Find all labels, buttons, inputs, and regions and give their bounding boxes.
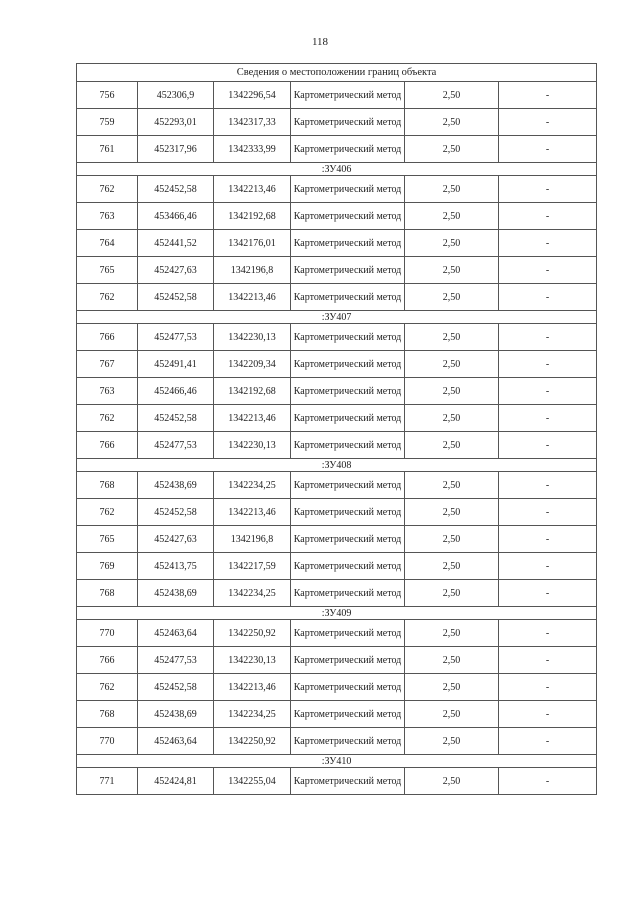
accuracy-cell: 2,50	[405, 324, 499, 351]
accuracy-cell: 2,50	[405, 728, 499, 755]
table-row	[77, 620, 597, 647]
note-cell: -	[499, 768, 597, 795]
coord-y-cell: 1342317,33	[214, 109, 291, 136]
coord-y-cell: 1342333,99	[214, 136, 291, 163]
accuracy-cell: 2,50	[405, 257, 499, 284]
note-cell: -	[499, 284, 597, 311]
point-number-cell: 762	[77, 674, 138, 701]
coord-x-cell: 452452,58	[138, 405, 214, 432]
point-number-cell: 763	[77, 203, 138, 230]
note-cell: -	[499, 674, 597, 701]
accuracy-cell: 2,50	[405, 472, 499, 499]
group-header-row	[77, 459, 597, 472]
table-row	[77, 136, 597, 163]
coord-x-cell: 452477,53	[138, 324, 214, 351]
accuracy-cell: 2,50	[405, 620, 499, 647]
point-number-cell: 759	[77, 109, 138, 136]
accuracy-cell: 2,50	[405, 553, 499, 580]
table-title: Сведения о местоположении границ объекта	[77, 64, 597, 82]
accuracy-cell: 2,50	[405, 230, 499, 257]
point-number-cell: 762	[77, 499, 138, 526]
accuracy-cell: 2,50	[405, 701, 499, 728]
method-cell: Картометрический метод	[291, 701, 405, 728]
coord-x-cell: 452424,81	[138, 768, 214, 795]
coord-y-cell: 1342230,13	[214, 647, 291, 674]
table-row	[77, 728, 597, 755]
coord-y-cell: 1342234,25	[214, 580, 291, 607]
table-row	[77, 674, 597, 701]
method-cell: Картометрический метод	[291, 378, 405, 405]
point-number-cell: 762	[77, 405, 138, 432]
group-label: :ЗУ406	[77, 163, 597, 176]
coord-x-cell: 452306,9	[138, 82, 214, 109]
method-cell: Картометрический метод	[291, 620, 405, 647]
accuracy-cell: 2,50	[405, 136, 499, 163]
method-cell: Картометрический метод	[291, 647, 405, 674]
point-number-cell: 768	[77, 701, 138, 728]
coord-y-cell: 1342213,46	[214, 284, 291, 311]
coord-x-cell: 452477,53	[138, 432, 214, 459]
table-row	[77, 82, 597, 109]
coord-x-cell: 452463,64	[138, 728, 214, 755]
accuracy-cell: 2,50	[405, 768, 499, 795]
method-cell: Картометрический метод	[291, 109, 405, 136]
coord-y-cell: 1342296,54	[214, 82, 291, 109]
coord-y-cell: 1342213,46	[214, 674, 291, 701]
method-cell: Картометрический метод	[291, 136, 405, 163]
coord-x-cell: 452427,63	[138, 526, 214, 553]
point-number-cell: 771	[77, 768, 138, 795]
accuracy-cell: 2,50	[405, 378, 499, 405]
method-cell: Картометрический метод	[291, 230, 405, 257]
note-cell: -	[499, 620, 597, 647]
note-cell: -	[499, 580, 597, 607]
coord-y-cell: 1342255,04	[214, 768, 291, 795]
coord-x-cell: 452477,53	[138, 647, 214, 674]
point-number-cell: 769	[77, 553, 138, 580]
table-row	[77, 432, 597, 459]
method-cell: Картометрический метод	[291, 499, 405, 526]
table-row	[77, 768, 597, 795]
note-cell: -	[499, 728, 597, 755]
point-number-cell: 766	[77, 432, 138, 459]
coord-x-cell: 452317,96	[138, 136, 214, 163]
table-row	[77, 553, 597, 580]
accuracy-cell: 2,50	[405, 580, 499, 607]
point-number-cell: 767	[77, 351, 138, 378]
method-cell: Картометрический метод	[291, 405, 405, 432]
point-number-cell: 770	[77, 620, 138, 647]
method-cell: Картометрический метод	[291, 728, 405, 755]
coord-y-cell: 1342213,46	[214, 176, 291, 203]
accuracy-cell: 2,50	[405, 203, 499, 230]
method-cell: Картометрический метод	[291, 324, 405, 351]
table-row	[77, 176, 597, 203]
note-cell: -	[499, 499, 597, 526]
point-number-cell: 756	[77, 82, 138, 109]
coord-x-cell: 452427,63	[138, 257, 214, 284]
coord-y-cell: 1342234,25	[214, 472, 291, 499]
method-cell: Картометрический метод	[291, 257, 405, 284]
accuracy-cell: 2,50	[405, 405, 499, 432]
table-row	[77, 405, 597, 432]
group-header-row	[77, 311, 597, 324]
note-cell: -	[499, 432, 597, 459]
coord-y-cell: 1342250,92	[214, 620, 291, 647]
coord-y-cell: 1342192,68	[214, 203, 291, 230]
group-header-row	[77, 755, 597, 768]
note-cell: -	[499, 82, 597, 109]
accuracy-cell: 2,50	[405, 176, 499, 203]
method-cell: Картометрический метод	[291, 176, 405, 203]
method-cell: Картометрический метод	[291, 284, 405, 311]
coord-y-cell: 1342217,59	[214, 553, 291, 580]
coord-x-cell: 452463,64	[138, 620, 214, 647]
method-cell: Картометрический метод	[291, 203, 405, 230]
coord-x-cell: 452293,01	[138, 109, 214, 136]
accuracy-cell: 2,50	[405, 674, 499, 701]
point-number-cell: 770	[77, 728, 138, 755]
method-cell: Картометрический метод	[291, 472, 405, 499]
table-row	[77, 203, 597, 230]
accuracy-cell: 2,50	[405, 351, 499, 378]
point-number-cell: 765	[77, 257, 138, 284]
table-row	[77, 324, 597, 351]
group-header-row	[77, 163, 597, 176]
coord-x-cell: 452491,41	[138, 351, 214, 378]
coord-y-cell: 1342250,92	[214, 728, 291, 755]
note-cell: -	[499, 109, 597, 136]
point-number-cell: 766	[77, 647, 138, 674]
note-cell: -	[499, 176, 597, 203]
group-label: :ЗУ407	[77, 311, 597, 324]
coord-y-cell: 1342196,8	[214, 257, 291, 284]
note-cell: -	[499, 324, 597, 351]
table-row	[77, 499, 597, 526]
coord-x-cell: 452452,58	[138, 674, 214, 701]
table-row	[77, 351, 597, 378]
point-number-cell: 766	[77, 324, 138, 351]
note-cell: -	[499, 405, 597, 432]
table-row	[77, 647, 597, 674]
note-cell: -	[499, 230, 597, 257]
accuracy-cell: 2,50	[405, 526, 499, 553]
coord-x-cell: 452452,58	[138, 284, 214, 311]
coord-y-cell: 1342209,34	[214, 351, 291, 378]
accuracy-cell: 2,50	[405, 284, 499, 311]
note-cell: -	[499, 203, 597, 230]
method-cell: Картометрический метод	[291, 82, 405, 109]
note-cell: -	[499, 647, 597, 674]
accuracy-cell: 2,50	[405, 499, 499, 526]
coord-y-cell: 1342230,13	[214, 432, 291, 459]
table-row	[77, 284, 597, 311]
table-row	[77, 472, 597, 499]
point-number-cell: 762	[77, 176, 138, 203]
coord-x-cell: 452413,75	[138, 553, 214, 580]
coord-x-cell: 452466,46	[138, 378, 214, 405]
table-row	[77, 109, 597, 136]
coord-x-cell: 452452,58	[138, 499, 214, 526]
method-cell: Картометрический метод	[291, 432, 405, 459]
note-cell: -	[499, 257, 597, 284]
coord-x-cell: 453466,46	[138, 203, 214, 230]
coord-x-cell: 452438,69	[138, 701, 214, 728]
accuracy-cell: 2,50	[405, 82, 499, 109]
point-number-cell: 765	[77, 526, 138, 553]
group-label: :ЗУ408	[77, 459, 597, 472]
coord-x-cell: 452438,69	[138, 580, 214, 607]
table-row	[77, 526, 597, 553]
note-cell: -	[499, 136, 597, 163]
note-cell: -	[499, 472, 597, 499]
method-cell: Картометрический метод	[291, 526, 405, 553]
point-number-cell: 768	[77, 580, 138, 607]
accuracy-cell: 2,50	[405, 647, 499, 674]
accuracy-cell: 2,50	[405, 109, 499, 136]
coord-x-cell: 452438,69	[138, 472, 214, 499]
note-cell: -	[499, 701, 597, 728]
coord-x-cell: 452452,58	[138, 176, 214, 203]
boundary-table	[76, 63, 597, 795]
table-row	[77, 230, 597, 257]
point-number-cell: 763	[77, 378, 138, 405]
table-row	[77, 701, 597, 728]
coord-y-cell: 1342230,13	[214, 324, 291, 351]
coord-x-cell: 452441,52	[138, 230, 214, 257]
point-number-cell: 768	[77, 472, 138, 499]
method-cell: Картометрический метод	[291, 351, 405, 378]
method-cell: Картометрический метод	[291, 768, 405, 795]
boundary-table-body	[77, 64, 597, 795]
page-number: 118	[311, 36, 329, 48]
method-cell: Картометрический метод	[291, 553, 405, 580]
group-header-row	[77, 607, 597, 620]
method-cell: Картометрический метод	[291, 674, 405, 701]
coord-y-cell: 1342213,46	[214, 499, 291, 526]
group-label: :ЗУ410	[77, 755, 597, 768]
table-row	[77, 378, 597, 405]
table-header-row	[77, 64, 597, 82]
table-row	[77, 257, 597, 284]
note-cell: -	[499, 351, 597, 378]
note-cell: -	[499, 378, 597, 405]
coord-y-cell: 1342176,01	[214, 230, 291, 257]
point-number-cell: 764	[77, 230, 138, 257]
coord-y-cell: 1342234,25	[214, 701, 291, 728]
coord-y-cell: 1342196,8	[214, 526, 291, 553]
group-label: :ЗУ409	[77, 607, 597, 620]
coord-y-cell: 1342213,46	[214, 405, 291, 432]
point-number-cell: 761	[77, 136, 138, 163]
accuracy-cell: 2,50	[405, 432, 499, 459]
note-cell: -	[499, 526, 597, 553]
point-number-cell: 762	[77, 284, 138, 311]
table-row	[77, 580, 597, 607]
note-cell: -	[499, 553, 597, 580]
method-cell: Картометрический метод	[291, 580, 405, 607]
coord-y-cell: 1342192,68	[214, 378, 291, 405]
